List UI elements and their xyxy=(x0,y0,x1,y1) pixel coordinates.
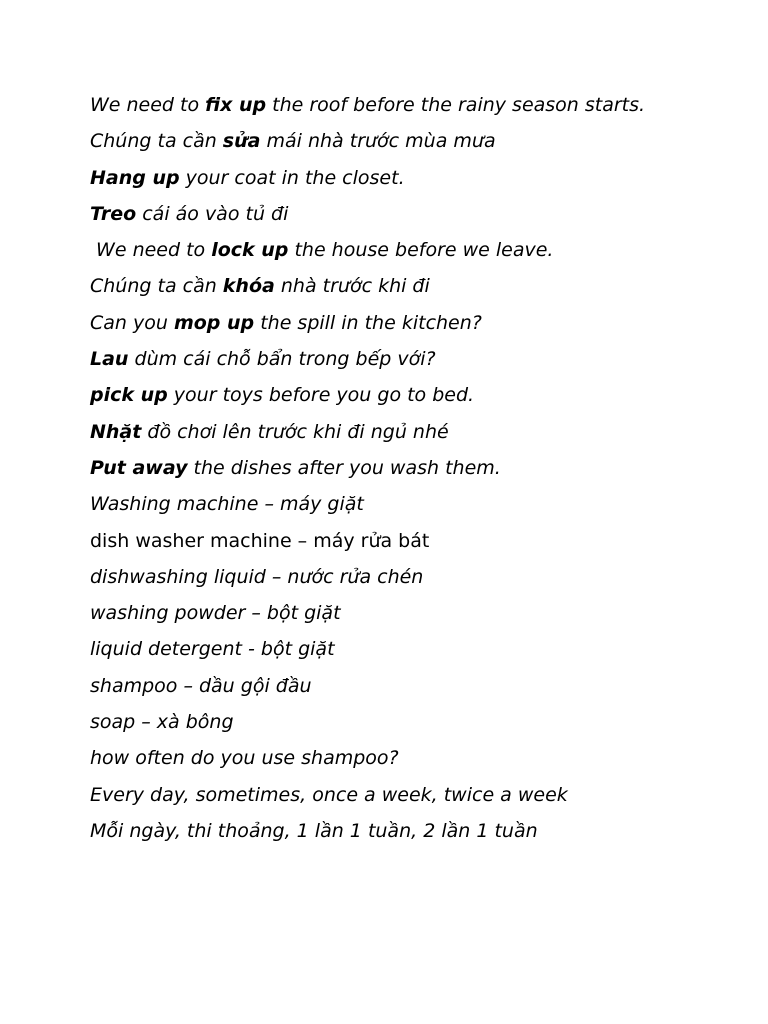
text-span: We need to xyxy=(90,239,212,262)
text-line xyxy=(90,128,730,154)
bold-phrase: khóa xyxy=(222,275,275,298)
text-span: Every day, sometimes, once a week, twice a week xyxy=(90,783,568,806)
text-span: dùm cái chỗ bẩn trong bếp với? xyxy=(128,348,436,371)
text-span: the dishes after you wash them. xyxy=(187,456,501,479)
text-line xyxy=(90,273,730,299)
bold-phrase: Put away xyxy=(90,456,188,479)
text-span: washing powder – bột giặt xyxy=(90,602,341,625)
text-span: mái nhà trước mùa mưa xyxy=(260,130,496,153)
text-span: how often do you use shampoo? xyxy=(90,747,399,770)
bold-phrase: Lau xyxy=(90,348,129,371)
text-span: nhà trước khi đi xyxy=(274,275,430,298)
text-line xyxy=(90,92,730,118)
text-line xyxy=(90,491,730,517)
text-span: Chúng ta cần xyxy=(90,275,223,298)
text-span: cái áo vào tủ đi xyxy=(136,202,289,225)
text-span: the spill in the kitchen? xyxy=(254,311,482,334)
text-line xyxy=(90,419,730,445)
text-line xyxy=(90,782,730,808)
text-span: the house before we leave. xyxy=(288,239,554,262)
text-span: soap – xà bông xyxy=(90,711,234,734)
text-line xyxy=(90,528,730,554)
bold-phrase: pick up xyxy=(90,384,168,407)
text-span: dish washer machine – máy rửa bát xyxy=(90,529,430,552)
document-body xyxy=(90,92,730,844)
text-span: We need to xyxy=(90,94,206,116)
text-span: liquid detergent - bột giặt xyxy=(90,638,335,661)
text-span: Can you xyxy=(90,311,174,334)
text-line xyxy=(90,564,730,590)
text-span: dishwashing liquid – nước rửa chén xyxy=(90,565,424,588)
bold-phrase: fix up xyxy=(205,94,267,116)
text-line xyxy=(90,455,730,481)
text-span: the roof before the rainy season starts. xyxy=(266,94,646,116)
text-line xyxy=(90,709,730,735)
bold-phrase: Treo xyxy=(90,202,137,225)
text-line xyxy=(90,673,730,699)
text-line xyxy=(90,745,730,771)
text-span: your toys before you go to bed. xyxy=(167,384,475,407)
text-span: your coat in the closet. xyxy=(179,166,405,189)
text-line xyxy=(90,346,730,372)
bold-phrase: Hang up xyxy=(90,166,180,189)
text-span: Washing machine – máy giặt xyxy=(90,493,364,516)
text-span: shampoo – dầu gội đầu xyxy=(90,674,312,697)
document-page xyxy=(90,92,730,854)
text-line xyxy=(90,382,730,408)
text-line xyxy=(90,600,730,626)
text-span: Mỗi ngày, thi thoảng, 1 lần 1 tuần, 2 lần 1 tuần xyxy=(90,819,538,842)
text-line xyxy=(90,237,730,263)
text-line xyxy=(90,165,730,191)
bold-phrase: mop up xyxy=(173,311,255,334)
text-span: đồ chơi lên trước khi đi ngủ nhé xyxy=(141,420,449,443)
text-line xyxy=(90,310,730,336)
bold-phrase: lock up xyxy=(211,239,289,262)
bold-phrase: sửa xyxy=(222,130,261,153)
text-span: Chúng ta cần xyxy=(90,130,223,153)
bold-phrase: Nhặt xyxy=(90,420,142,443)
text-line xyxy=(90,818,730,844)
text-line xyxy=(90,636,730,662)
text-line xyxy=(90,201,730,227)
